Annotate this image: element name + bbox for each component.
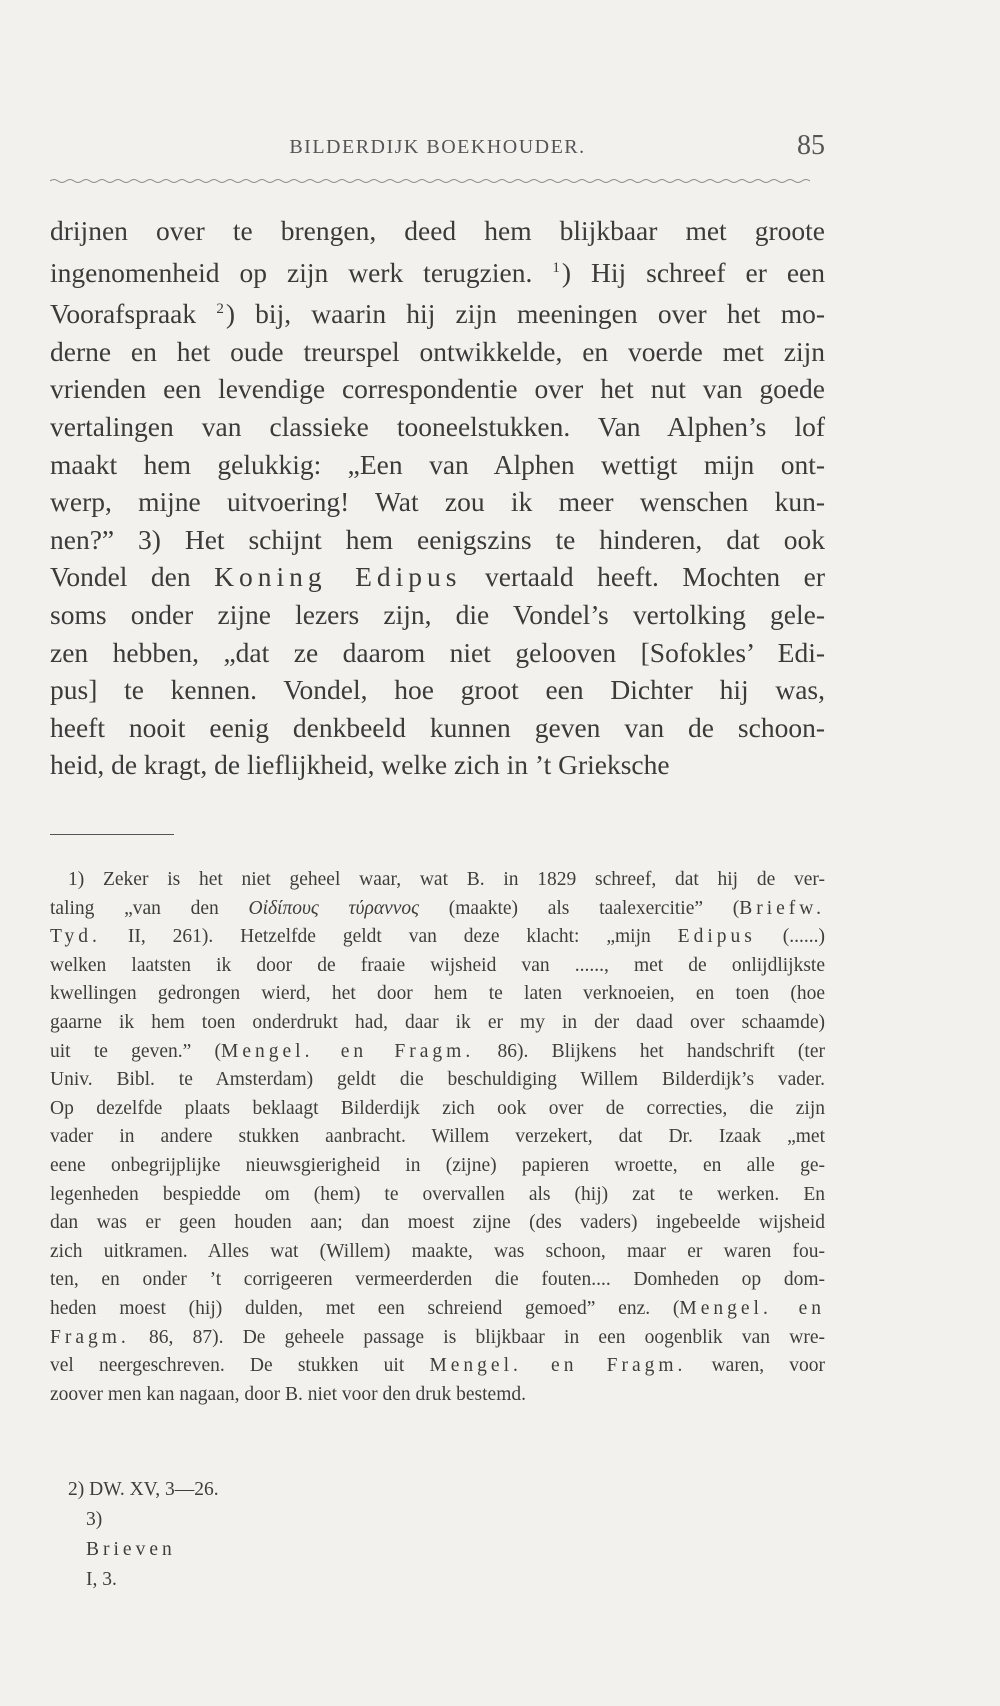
footnote-line-8: Univ. Bibl. te Amsterdam) geldt die beschuldiging Willem Bilderdijk’s vader. bbox=[50, 1069, 825, 1091]
footnote-line-1: 1) Zeker is het niet geheel waar, wat B. in 1829 schreef, dat hij de ver- bbox=[68, 869, 825, 890]
body-line-6: vertalingen van classieke tooneelstukken. Van Alphen’s lof bbox=[50, 410, 825, 442]
body-line-2: ingenomenheid op zijn werk terugzien. $^1$) Hij schreef er een bbox=[50, 256, 825, 288]
footnote-ref-1: 1 bbox=[552, 259, 560, 276]
body-line-7: maakt hem gelukkig: „Een van Alphen wettigt mijn ont- bbox=[50, 448, 825, 480]
short-footnotes bbox=[50, 1475, 825, 1595]
footnote-line-4: welken laatsten ik door de fraaie wijsheid van ......, met de onlijdlijkste bbox=[50, 954, 825, 976]
footnote-line-9: Op dezelfde plaats beklaagt Bilderdijk zich ook over de correcties, die zijn bbox=[50, 1097, 825, 1119]
footnote-line-5: kwellingen gedrongen wierd, het door hem te laten verknoeien, en toen (hoe bbox=[50, 983, 825, 1005]
body-line-8: werp, mijne uitvoering! Wat zou ik meer wenschen kun- bbox=[50, 486, 825, 518]
footnote-line-3: Tyd. II, 261). Hetzelfde geldt van deze klacht: „mijn Edipus (......) bbox=[50, 926, 825, 948]
body-line-15: heid, de kragt, de lieflijkheid, welke zich in ’t Grieksche bbox=[50, 749, 670, 781]
body-line-11: soms onder zijne lezers zijn, die Vondel’s vertolking gele- bbox=[50, 598, 825, 630]
page-number: 85 bbox=[797, 130, 825, 161]
footnote-separator bbox=[50, 834, 174, 835]
body-line-13: pus] te kennen. Vondel, hoe groot een Dichter hij was, bbox=[50, 674, 825, 706]
footnote-line-12: legenheden bespiedde om (hem) te overvallen als (hij) zat te werken. En bbox=[50, 1183, 825, 1205]
footnote-line-6: gaarne ik hem toen onderdrukt had, daar ik er my in der daad over schaamde) bbox=[50, 1011, 825, 1033]
body-text bbox=[50, 212, 825, 784]
footnote-line-19: zoover men kan nagaan, door B. niet voor den druk bestemd. bbox=[50, 1383, 526, 1405]
body-line-10: Vondel den Koning Edipus vertaald heeft. Mochten er bbox=[50, 561, 826, 593]
footnote-3: 3) Brieven I, 3. bbox=[86, 1509, 176, 1590]
footnote-line-2: taling „van den Οἰδίπους τύραννος (maakte) als taalexercitie” (Briefw. bbox=[50, 897, 825, 919]
body-line-9: nen?” 3) Het schijnt hem eenigszins te hinderen, dat ook bbox=[50, 523, 825, 555]
footnote-line-15: ten, en onder ’t corrigeeren vermeerderden die fouten.... Domheden op dom- bbox=[50, 1269, 825, 1291]
body-line-3: Voorafspraak $^2$) bij, waarin hij zijn meeningen over het mo- bbox=[50, 298, 825, 330]
footnote-line-18: vel neergeschreven. De stukken uit Mengel. en Fragm. waren, voor bbox=[50, 1355, 825, 1377]
header-wavy-rule bbox=[50, 178, 810, 184]
footnote-2: 2) DW. XV, 3—26. bbox=[68, 1479, 219, 1500]
page-header bbox=[50, 128, 825, 168]
running-head: BILDERDIJK BOEKHOUDER. bbox=[289, 136, 586, 158]
footnote-line-10: vader in andere stukken aanbracht. Willem verzekert, dat Dr. Izaak „met bbox=[50, 1126, 825, 1148]
body-line-12: zen hebben, „dat ze daarom niet gelooven [Sofokles’ Edi- bbox=[50, 636, 825, 668]
greek-title: Οἰδίπους τύραννος bbox=[248, 897, 420, 919]
footnote-line-13: dan was er geen houden aan; dan moest zijne (des vaders) ingebeelde wijsheid bbox=[50, 1212, 825, 1234]
footnote-line-16: heden moest (hij) dulden, met een schreiend gemoed” enz. (Mengel. en bbox=[50, 1297, 825, 1319]
footnote-line-17: Fragm. 86, 87). De geheele passage is blijkbaar in een oogenblik van wre- bbox=[50, 1326, 825, 1348]
body-line-5: vrienden een levendige correspondentie over het nut van goede bbox=[50, 373, 825, 405]
body-line-1: drijnen over te brengen, deed hem blijkbaar met groote bbox=[50, 215, 825, 246]
spaced-title: Koning Edipus bbox=[214, 561, 462, 593]
footnotes bbox=[50, 866, 825, 1409]
body-line-4: derne en het oude treurspel ontwikkelde, en voerde met zijn bbox=[50, 335, 825, 367]
footnote-line-7: uit te geven.” (Mengel. en Fragm. 86). Blijkens het handschrift (ter bbox=[50, 1040, 825, 1062]
body-line-14: heeft nooit eenig denkbeeld kunnen geven van de schoon- bbox=[50, 711, 825, 743]
footnote-ref-2: 2 bbox=[216, 301, 224, 318]
footnote-line-14: zich uitkramen. Alles wat (Willem) maakte, was schoon, maar er waren fou- bbox=[50, 1240, 825, 1262]
footnote-line-11: eene onbegrijplijke nieuwsgierigheid in (zijne) papieren wroette, en alle ge- bbox=[50, 1154, 825, 1176]
